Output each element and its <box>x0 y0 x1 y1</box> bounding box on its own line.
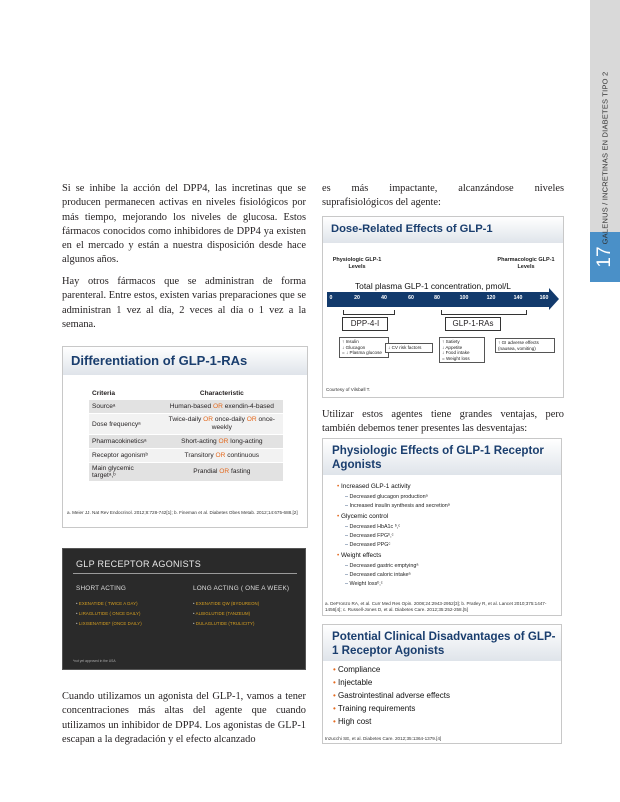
axis-tick: 100 <box>459 295 469 301</box>
sub-bullet: – Decreased glucagon productionᵃ <box>345 494 428 500</box>
list-item: • EXENATIDE QW (BYDUREON) <box>193 601 260 606</box>
paragraph-glp1-agonist: Cuando utilizamos un agonista del GLP-1, vamos a tener concentraciones más altas del agente que cuando utilizamos un inhibidor de DPP4. Los agonistas de GLP-1 escapan a la degradación y el efecto alcanzado <box>62 691 306 745</box>
axis-tick: 40 <box>381 295 387 301</box>
pharmacologic-label: Pharmacologic GLP-1 Levels <box>497 257 555 270</box>
list-item: • EXENATIDE ( TWICE A DAY) <box>76 601 138 606</box>
axis-tick: 60 <box>408 295 414 301</box>
column-header-characteristic: Characteristic <box>161 388 283 400</box>
slide-differentiation <box>62 346 308 528</box>
criteria-cell: Pharmacokineticsᵃ <box>89 435 161 449</box>
effects-high-box: ↑ GI adverse effects (nausea, vomiting) <box>495 338 555 353</box>
bullet-heading: • Weight effects <box>337 552 382 559</box>
slide-title: GLP RECEPTOR AGONISTS <box>76 559 202 569</box>
axis-tick: 160 <box>539 295 549 301</box>
slide-title: Potential Clinical Disadvantages of GLP-1 Receptor Agonists <box>332 630 556 657</box>
criteria-cell: Dose frequencyᵃ <box>89 414 161 435</box>
table-row <box>89 400 283 414</box>
sub-bullet: – Decreased FPGᵇ,ᶜ <box>345 533 394 539</box>
list-item: • DULAGLUTIDE (TRULICITY) <box>193 621 255 626</box>
criteria-cell: Receptor agonismᵇ <box>89 449 161 463</box>
list-item: • LIXISENATIDE* (ONCE DAILY) <box>76 621 142 626</box>
long-acting-heading: LONG ACTING ( ONE A WEEK) <box>193 585 290 592</box>
dpp4-box: DPP-4-I <box>342 317 388 331</box>
characteristic-cell: Transitory OR continuous <box>161 449 283 463</box>
slide-title: Dose-Related Effects of GLP-1 <box>331 223 493 235</box>
criteria-cell: Sourceᵃ <box>89 400 161 414</box>
table-row <box>89 435 283 449</box>
axis-tick: 0 <box>329 295 333 301</box>
paragraph-parenteral: Hay otros fármacos que se administran de forma parenteral. Entre estos, existen varias preparaciones que se administran 1 vez al día, 2 veces al día o 1 vez a la semana. <box>62 276 306 330</box>
physiologic-label: Physiologic GLP-1 Levels <box>332 257 382 270</box>
list-item: • Training requirements <box>333 704 416 713</box>
table-row <box>89 449 283 463</box>
title-divider <box>73 573 297 574</box>
short-acting-heading: SHORT ACTING <box>76 585 127 592</box>
effects-low-box: ↑ Insulin ↓ Glucagon = ↓ Plasma glucose <box>339 337 389 358</box>
bullet-heading: • Glycemic control <box>337 513 389 520</box>
sub-bullet: – Decreased caloric intakeᵃ <box>345 572 411 578</box>
slide-footnote: *not yet approved in the USA <box>73 659 116 663</box>
characteristic-cell: Prandial OR fasting <box>161 463 283 482</box>
characteristic-cell: Twice-daily OR once-daily OR once-weekly <box>161 414 283 435</box>
column-header-criteria: Criteria <box>89 388 161 400</box>
axis-tick: 80 <box>434 295 440 301</box>
slide-title: Differentiation of GLP-1-RAs <box>71 353 248 368</box>
running-title: GALENUS / INCRETINAS EN DIABETES TIPO 2 <box>600 71 610 245</box>
list-item: • Injectable <box>333 678 373 687</box>
characteristic-cell: Short-acting OR long-acting <box>161 435 283 449</box>
page-number: 17 <box>594 246 615 268</box>
sub-bullet: – Decreased PPGᶜ <box>345 542 391 548</box>
paragraph-dpp4: Si se inhibe la acción del DPP4, las incretinas que se producen permanecen activas en niveles fisiológicos por más tiempo, mejorando los niveles de glucosa. Estos fármacos conocidos como inhibidores de DPP4 ya existen en el mercado y están a nuestra disposición desde hace algunos años. <box>62 183 306 266</box>
characteristic-cell: Human-based OR exendin-4-based <box>161 400 283 414</box>
axis-arrowhead <box>549 288 559 310</box>
axis-tick: 140 <box>513 295 523 301</box>
glp1ras-bracket <box>441 310 527 315</box>
list-item: • Gastrointestinal adverse effects <box>333 691 450 700</box>
criteria-table <box>89 388 283 481</box>
paragraph-suprafisiologic: es más impactante, alcanzándose niveles suprafisiológicos del agente: <box>322 183 564 209</box>
list-item: • Compliance <box>333 665 381 674</box>
table-row <box>89 414 283 435</box>
glp1ras-box: GLP-1-RAs <box>445 317 501 331</box>
effects-mid-box: ↑ Satiety ↓ Appetite ↓ Food intake = Weight loss <box>439 337 485 363</box>
sub-bullet: – Decreased HbA1c ᵇ,ᶜ <box>345 524 401 530</box>
dpp4-bracket <box>343 310 395 315</box>
slide-dose-related <box>322 216 564 398</box>
sub-bullet: – Decreased gastric emptyingᵃ <box>345 563 419 569</box>
cv-risk-box: ↓ CV risk factors <box>385 343 433 353</box>
axis-tick: 120 <box>486 295 496 301</box>
slide-footnote: a. Meier JJ. Nat Rev Endocrinol. 2012;8:728-742[1]; b. Fineman et al. Diabetes Obes Metab. 2012;14:675-688.[2] <box>67 510 298 515</box>
slide-clinical-disadvantages <box>322 624 562 744</box>
slide-receptor-agonists <box>62 548 306 670</box>
table-row <box>89 463 283 482</box>
list-item: • ALBIGLUTIDE (TANZEUM) <box>193 611 251 616</box>
list-item: • High cost <box>333 717 372 726</box>
sub-bullet: – Increased insulin synthesis and secretionᵃ <box>345 503 450 509</box>
axis-tick: 20 <box>354 295 360 301</box>
paragraph-ventajas: Utilizar estos agentes tiene grandes ventajas, pero también debemos tener presentes las desventajas: <box>322 409 564 435</box>
slide-physiologic-effects <box>322 438 562 616</box>
list-item: • LIRAGLUTIDE ( ONCE DAILY) <box>76 611 141 616</box>
slide-footnote: a. DeFronzo RA, et al. Curr Med Res Opin. 2008;24:2943-2952[3]; b. Pratley R, et al. Lancet 2010;375:1447-1456[4]; c. Russell-Jones D, et al. Diabetes Care. 2012;35:252-258.[5] <box>325 601 547 612</box>
bullet-heading: • Increased GLP-1 activity <box>337 483 411 490</box>
courtesy-note: Courtesy of Vilsbøll T. <box>326 387 371 392</box>
slide-footnote: Inzucchi SE, et al. Diabetes Care. 2012;35:1364-1379.[4] <box>325 736 442 741</box>
axis-label: Total plasma GLP-1 concentration, pmol/L <box>355 281 511 291</box>
criteria-cell: Main glycemic targetᵃ,ᵇ <box>89 463 161 482</box>
slide-title: Physiologic Effects of GLP-1 Receptor Agonists <box>332 444 544 471</box>
sub-bullet: – Weight lossᵇ,ᶜ <box>345 581 383 587</box>
